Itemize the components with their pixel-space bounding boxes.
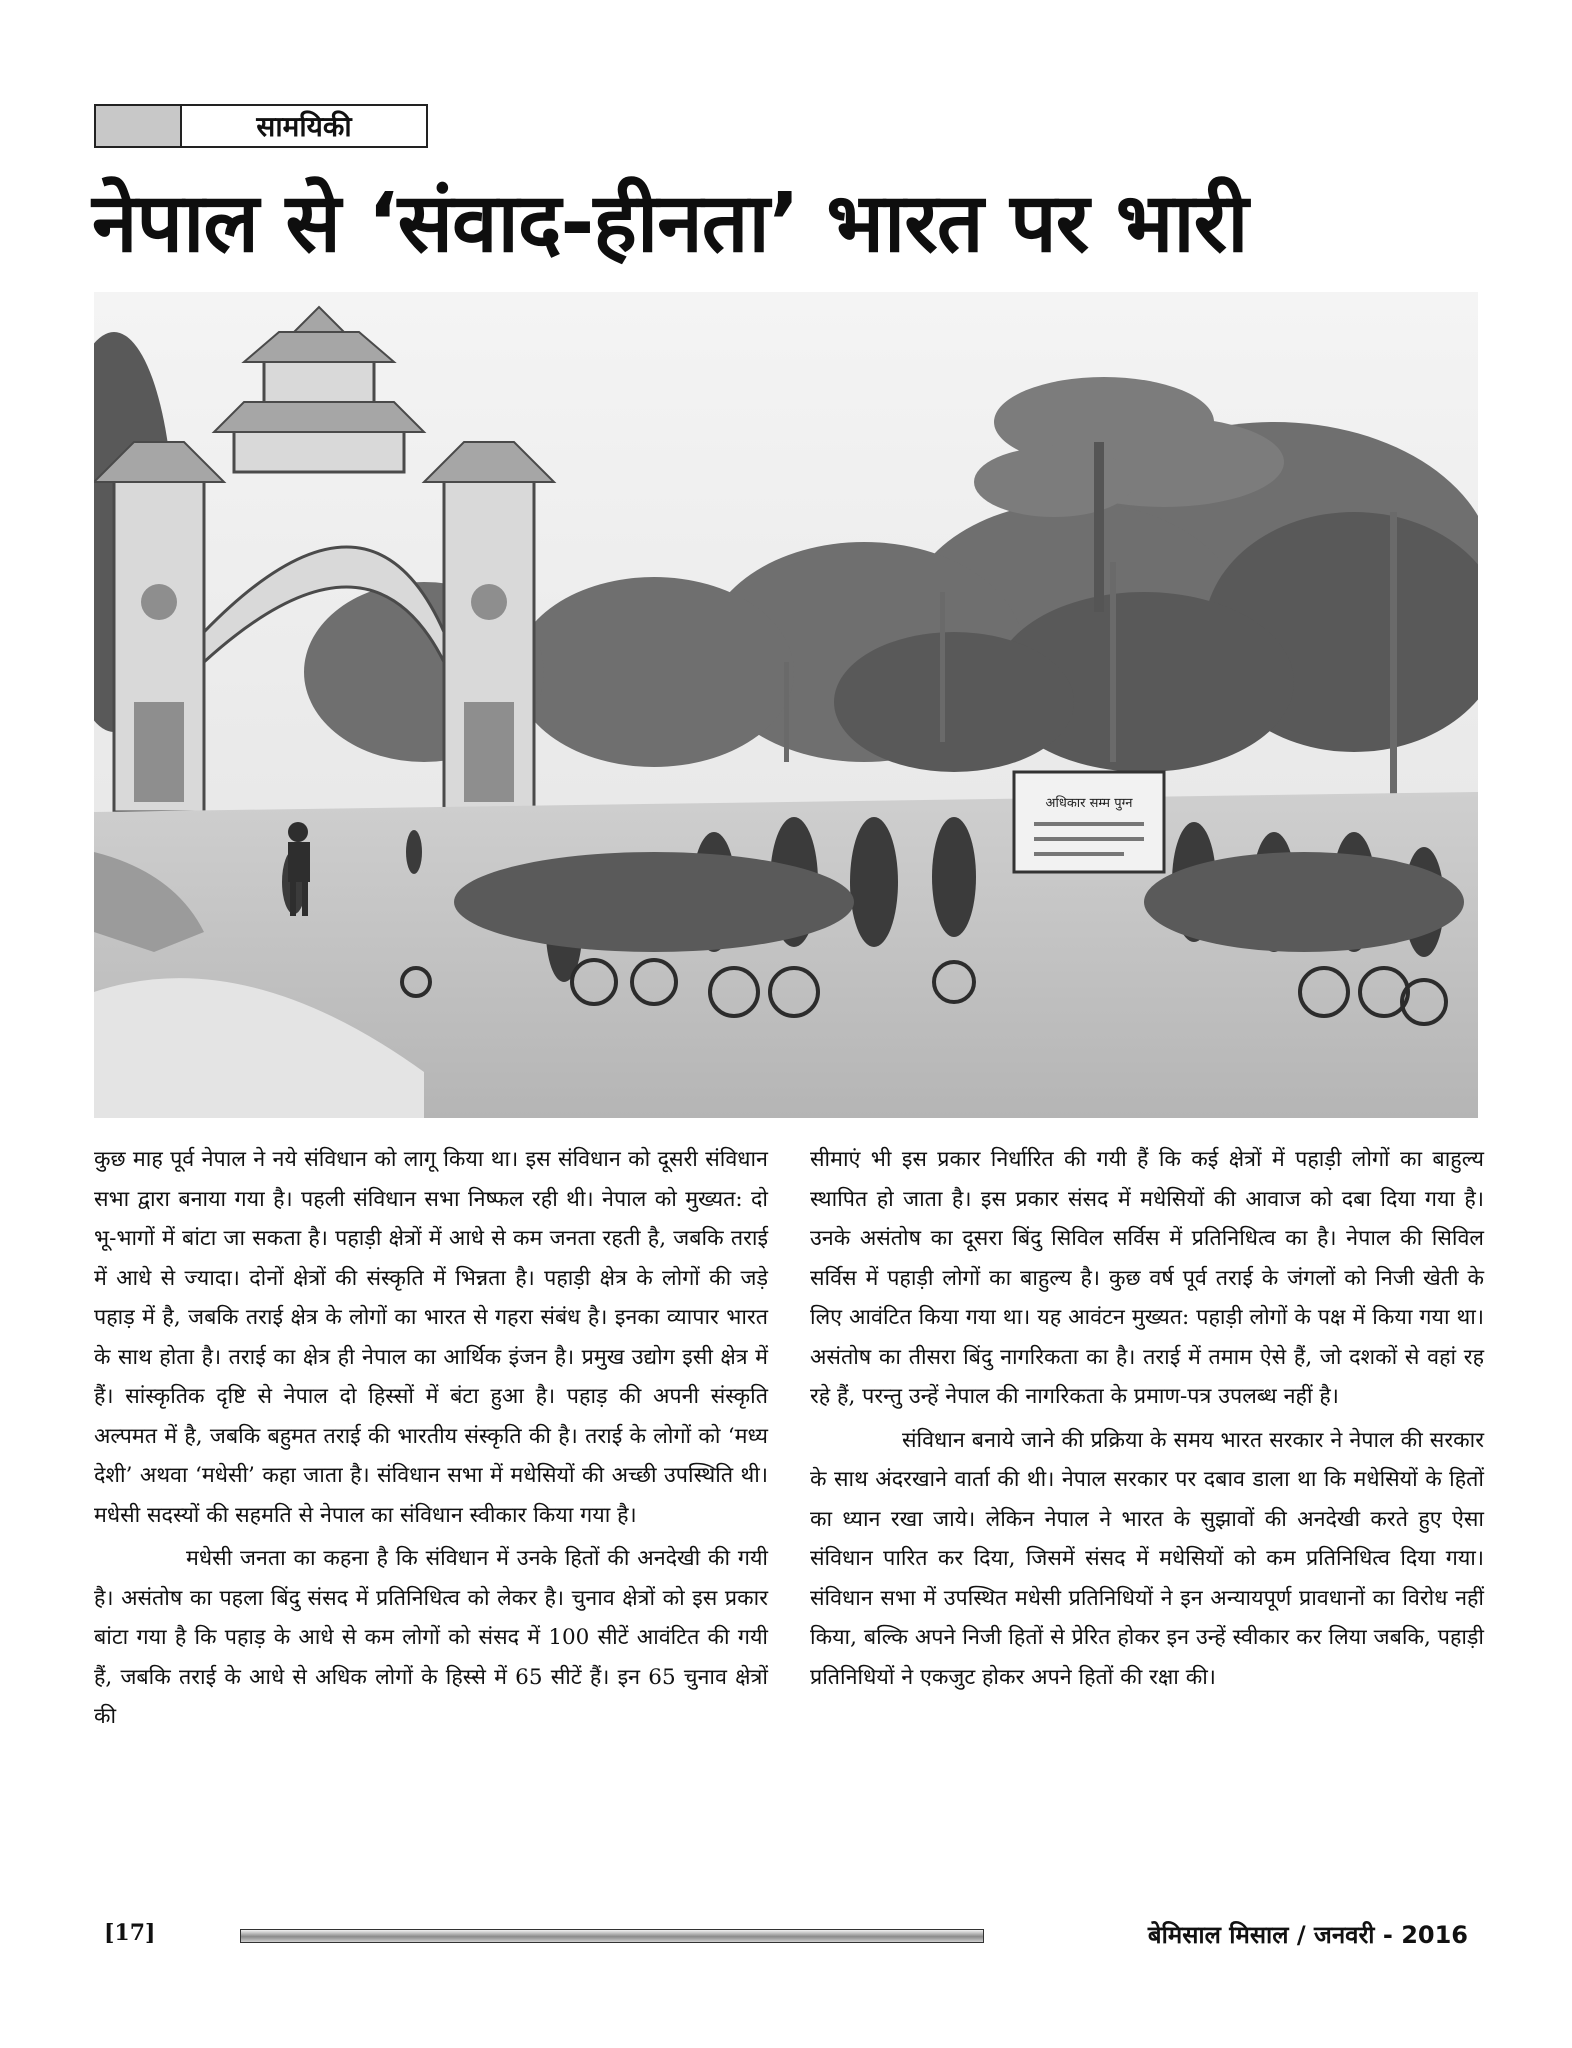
- paragraph: सीमाएं भी इस प्रकार निर्धारित की गयी हैं कि कई क्षेत्रों में पहाड़ी लोगों का बाहुल्य स्थापित हो जाता है। इस प्रकार संसद में मधेसियों की आवाज को दबा दिया गया है। उनके असंतोष का दूसरा बिंदु सिविल सर्विस में प्रतिनिधित्व का है। नेपाल की सिविल सर्विस में पहाड़ी लोगों का बाहुल्य है। कुछ वर्ष पूर्व तराई के जंगलों को निजी खेती के लिए आवंटित किया गया था। यह आवंटन मुख्यत: पहाड़ी लोगों के पक्ष में किया गया था। असंतोष का तीसरा बिंदु नागरिकता का है। तराई में तमाम ऐसे हैं, जो दशकों से वहां रह रहे हैं, परन्तु उन्हें नेपाल की नागरिकता के प्रमाण-पत्र उपलब्ध नहीं है।: [810, 1147, 1484, 1409]
- page-footer: [94, 1918, 1478, 1958]
- article-photo: [94, 292, 1478, 1118]
- banner-text: अधिकार सम्म पुग्न: [1045, 796, 1133, 811]
- footer-rule: [240, 1929, 984, 1943]
- paragraph: मधेसी जनता का कहना है कि संविधान में उनके हितों की अनदेखी की गयी है। असंतोष का पहला बिंदु संसद में प्रतिनिधित्व को लेकर है। चुनाव क्षेत्रों को इस प्रकार बांटा गया है कि पहाड़ के आधे से कम लोगों को संसद में 100 सीटें आवंटित की गयी हैं, जबकि तराई के आधे से अधिक लोगों के हिस्से में 65 सीटें हैं। इन 65 चुनाव क्षेत्रों की: [94, 1546, 768, 1729]
- section-tag-shade: [96, 106, 182, 146]
- paragraph: कुछ माह पूर्व नेपाल ने नये संविधान को लागू किया था। इस संविधान को दूसरी संविधान सभा द्वारा बनाया गया है। पहली संविधान सभा निष्फल रही थी। नेपाल को मुख्यत: दो भू-भागों में बांटा जा सकता है। पहाड़ी क्षेत्रों में आधे से कम जनता रहती है, जबकि तराई में आधे से ज्यादा। दोनों क्षेत्रों की संस्कृति में भिन्नता है। पहाड़ी क्षेत्र के लोगों की जड़े पहाड़ में है, जबकि तराई क्षेत्र के लोगों का भारत से गहरा संबंध है। इनका व्यापार भारत के साथ होता है। तराई का क्षेत्र ही नेपाल का आर्थिक इंजन है। प्रमुख उद्योग इसी क्षेत्र में हैं। सांस्कृतिक दृष्टि से नेपाल दो हिस्सों में बंटा हुआ है। पहाड़ की अपनी संस्कृति अल्पमत में है, जबकि बहुमत तराई की भारतीय संस्कृति की है। तराई के लोगों को ‘मध्य देशी’ अथवा ‘मधेसी’ कहा जाता है। संविधान सभा में मधेसियों की अच्छी उपस्थिति थी। मधेसी सदस्यों की सहमति से नेपाल का संविधान स्वीकार किया गया है।: [94, 1147, 768, 1528]
- magazine-name-date: बेमिसाल मिसाल / जनवरी - 2016: [1147, 1921, 1468, 1949]
- section-tag: [94, 104, 428, 148]
- section-label: सामयिकी: [256, 110, 352, 143]
- article-column-right: [810, 1140, 1484, 1697]
- paragraph: संविधान बनाये जाने की प्रक्रिया के समय भारत सरकार ने नेपाल की सरकार के साथ अंदरखाने वार्ता की थी। नेपाल सरकार पर दबाव डाला था कि मधेसियों के हितों का ध्यान रखा जाये। लेकिन नेपाल ने भारत के सुझावों की अनदेखी करते हुए ऐसा संविधान पारित कर दिया, जिसमें संसद में मधेसियों को कम प्रतिनिधित्व दिया गया। संविधान सभा में उपस्थित मधेसी प्रतिनिधियों ने इन अन्यायपूर्ण प्रावधानों का विरोध नहीं किया, बल्कि अपने निजी हितों से प्रेरित होकर इन उन्हें स्वीकार कर लिया जबकि, पहाड़ी प्रतिनिधियों ने एकजुट होकर अपने हितों की रक्षा की।: [810, 1427, 1485, 1690]
- article-column-left: [94, 1140, 768, 1737]
- article-headline: नेपाल से ‘संवाद-हीनता’ भारत पर भारी: [92, 176, 1248, 271]
- page-number: [17]: [104, 1920, 156, 1946]
